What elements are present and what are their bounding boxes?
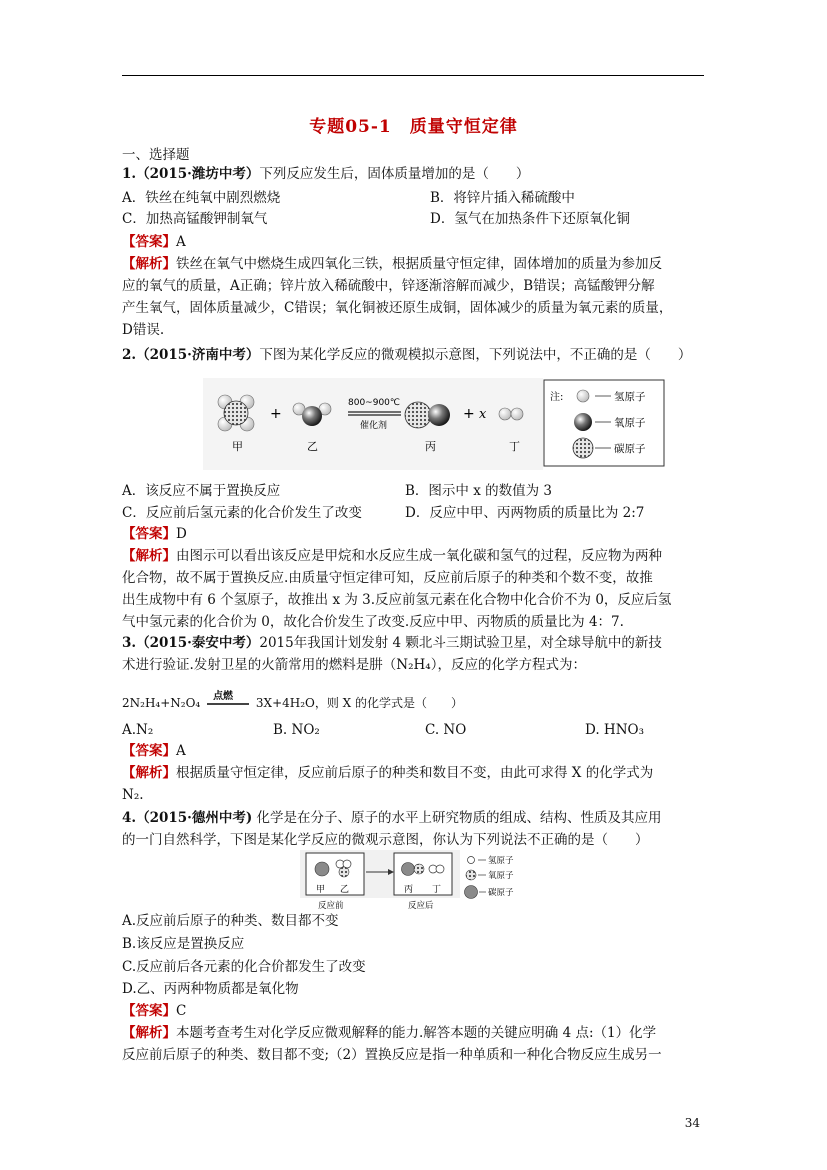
q2-reaction-figure [203, 378, 665, 470]
q4-stem: 4.（2015·德州中考) 化学是在分子、原子的水平上研究物质的组成、结构、性质及其应用 [122, 810, 662, 826]
plus-sign: + [463, 406, 475, 422]
legend-oxygen: 氧原子 [488, 871, 514, 881]
q2-option-b: B．图示中 x 的数值为 3 [405, 483, 552, 499]
q3-option-d: D. HNO₃ [585, 722, 644, 738]
q4-option-d: D.乙、丙两种物质都是氧化物 [122, 981, 299, 997]
label-bing: 丙 [425, 440, 436, 453]
equation-condition: 点燃 [213, 691, 234, 702]
label-yi: 乙 [307, 440, 318, 453]
q1-option-c: C．加热高锰酸钾制氧气 [122, 211, 268, 227]
q2-analysis-line: 气中氢元素的化合价为 0，故化合价发生了改变.反应中甲、丙物质的质量比为 4：7. [122, 614, 624, 630]
condition-temperature: 800~900℃ [348, 398, 401, 408]
coefficient-x: x [479, 407, 487, 422]
hydrogen-atom-icon [577, 390, 589, 402]
q4-reaction-figure [300, 850, 532, 912]
label-bing: 丙 [404, 885, 414, 895]
legend-hydrogen: 氢原子 [488, 856, 514, 866]
q1-analysis-line: D错误. [122, 322, 165, 338]
condition-catalyst: 催化剂 [360, 421, 388, 431]
carbon-atom-icon [465, 886, 478, 899]
q3-option-b: B. NO₂ [273, 722, 320, 738]
q4-analysis-line: 【解析】本题考查考生对化学反应微观解释的能力.解答本题的关键应明确 4 点:（1）化学 [122, 1025, 657, 1041]
q1-number: 1. [122, 166, 137, 182]
label-jia: 甲 [316, 885, 326, 895]
q1-analysis-line: 应的氧气的质量，A正确；锌片放入稀硫酸中，锌逐渐溶解而减少，B错误；高锰酸钾分解 [122, 278, 655, 294]
caption-before: 反应前 [318, 901, 344, 911]
q2-answer: 【答案】D [122, 526, 187, 542]
q3-analysis-line: N₂. [122, 787, 144, 803]
q3-equation [122, 691, 464, 712]
q4-option-c: C.反应前后各元素的化合价都发生了改变 [122, 959, 366, 975]
equation-products: 3X+4H₂O，则 X 的化学式是（ ） [255, 696, 464, 710]
oxygen-atom-icon [574, 413, 592, 431]
q2-stem: 2.（2015·济南中考）下图为某化学反应的微观模拟示意图，下列说法中，不正确的是（ ） [122, 347, 692, 363]
label-ding: 丁 [432, 885, 442, 895]
q2-option-c: C．反应前后氢元素的化合价发生了改变 [122, 505, 362, 521]
q4-stem-line: 的一门自然科学，下图是某化学反应的微观示意图，你认为下列说法不正确的是（ ） [122, 832, 649, 848]
q1-option-b: B．将锌片插入稀硫酸中 [430, 190, 575, 206]
plus-sign: + [270, 406, 282, 422]
equation-reactants: 2N₂H₄+N₂O₄ [122, 696, 201, 710]
equation-arrow [207, 691, 249, 705]
q4-analysis-line: 反应前后原子的种类、数目都不变;（2）置换反应是指一种单质和一种化合物反应生成另一 [122, 1047, 662, 1063]
q1-option-a: A．铁丝在纯氧中剧烈燃烧 [122, 190, 281, 206]
q1-option-d: D．氢气在加热条件下还原氧化铜 [430, 211, 630, 227]
caption-after: 反应后 [408, 901, 434, 911]
label-jia: 甲 [232, 440, 243, 453]
header-rule [122, 75, 704, 76]
q2-analysis-line: 【解析】由图示可以看出该反应是甲烷和水反应生成一氧化碳和氢气的过程，反应物为两种 [122, 548, 662, 564]
after-box [394, 853, 452, 895]
label-yi: 乙 [340, 885, 350, 895]
section-heading: 一、选择题 [122, 147, 190, 163]
q3-answer: 【答案】A [122, 743, 186, 759]
legend-hydrogen: 氢原子 [614, 391, 646, 403]
legend-title: 注: [550, 392, 564, 403]
legend-carbon: 碳原子 [488, 888, 514, 898]
legend-carbon: 碳原子 [614, 443, 646, 455]
before-box [306, 853, 364, 895]
q1-stem [122, 165, 529, 183]
q1-analysis-line: 产生氧气，固体质量减少，C错误；氧化铜被还原生成铜，固体减少的质量为氧元素的质量， [122, 300, 673, 316]
q2-analysis-line: 化合物，故不属于置换反应.由质量守恒定律可知，反应前后原子的种类和个数不变，故推 [122, 570, 653, 586]
page-title: 专题05-1 质量守恒定律 [309, 117, 518, 137]
q3-option-c: C. NO [425, 722, 467, 738]
carbon-atom-icon [573, 438, 593, 458]
q2-option-d: D．反应中甲、丙两物质的质量比为 2:7 [405, 505, 645, 521]
q4-option-a: A.反应前后原子的种类、数目都不变 [122, 913, 339, 929]
q3-option-a: A.N₂ [122, 722, 154, 738]
q3-stem-line: 术进行验证.发射卫星的火箭常用的燃料是肼（N₂H₄），反应的化学方程式为： [122, 657, 586, 673]
q1-source: （2015·潍坊中考） [136, 166, 260, 182]
q2-analysis-line: 出生成物中有 6 个氢原子，故推出 x 为 3.反应前氢元素在化合物中化合价不为 0，反应后氢 [122, 592, 672, 608]
oxygen-atom-icon [466, 870, 476, 880]
q1-answer: 【答案】A [122, 234, 186, 250]
label-ding: 丁 [509, 440, 520, 453]
q1-stem-text: 下列反应发生后，固体质量增加的是（ ） [259, 166, 530, 182]
q3-stem: 3.（2015·泰安中考）2015年我国计划发射 4 颗北斗三期试验卫星，对全球导航中的新技 [122, 635, 662, 651]
q4-option-b: B.该反应是置换反应 [122, 936, 245, 952]
q3-analysis-line: 【解析】根据质量守恒定律，反应前后原子的种类和数目不变，由此可求得 X 的化学式为 [122, 765, 654, 781]
carbon-monoxide-molecule [405, 402, 450, 428]
q2-option-a: A．该反应不属于置换反应 [122, 483, 281, 499]
q4-answer: 【答案】C [122, 1003, 187, 1019]
legend-oxygen: 氧原子 [614, 417, 646, 429]
hydrogen-atom-icon [468, 857, 475, 864]
page-number: 34 [684, 1116, 700, 1130]
q1-analysis-line: 【解析】铁丝在氧气中燃烧生成四氧化三铁，根据质量守恒定律，固体增加的质量为参加反 [122, 256, 662, 272]
